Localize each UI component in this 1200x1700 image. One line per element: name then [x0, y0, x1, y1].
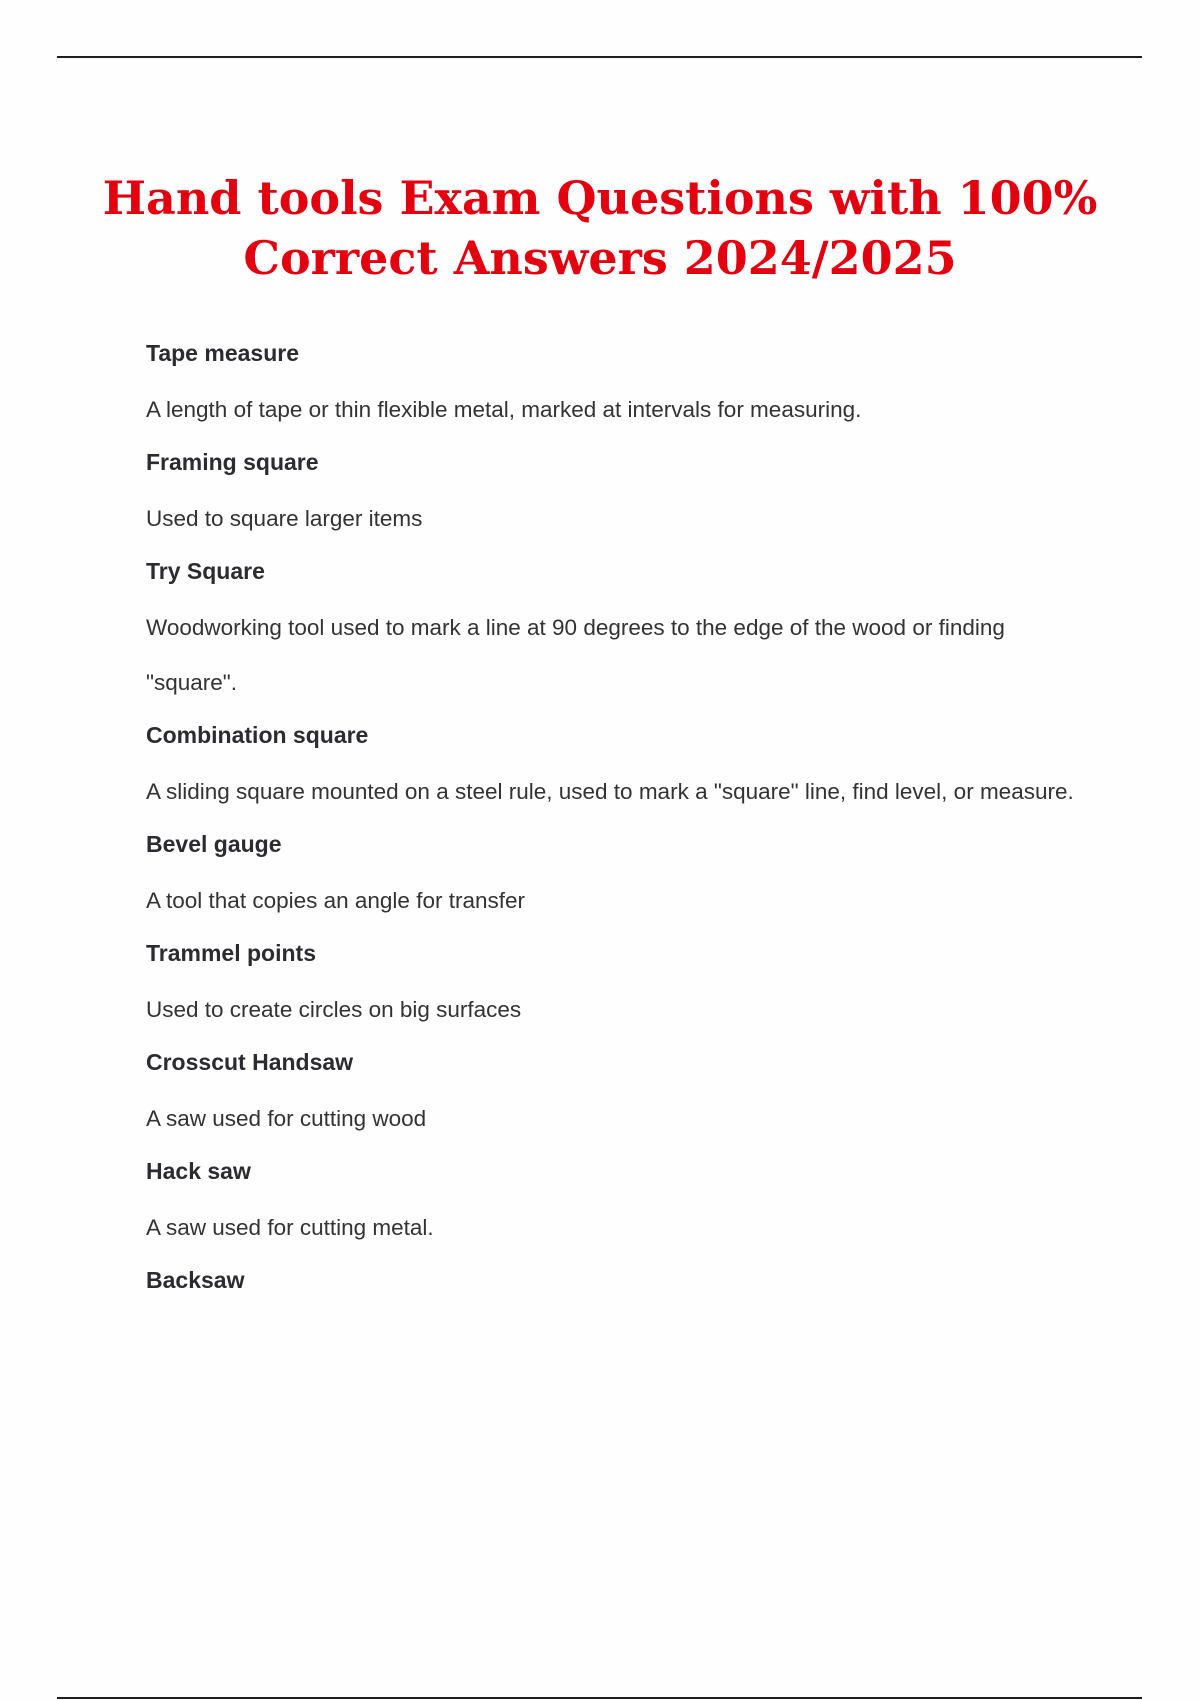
header-rule [57, 56, 1142, 58]
term-framing-square: Framing square [146, 449, 319, 475]
definition-tape-measure: A length of tape or thin flexible metal, marked at intervals for measuring. [146, 397, 862, 422]
definition-trammel-points: Used to create circles on big surfaces [146, 997, 522, 1022]
definition-combination-square: A sliding square mounted on a steel rule, used to mark a "square" line, find level, or measure. [146, 779, 1074, 804]
definition-try-square: Woodworking tool used to mark a line at 90 degrees to the edge of the wood or finding "square". [146, 615, 1005, 695]
term-tape-measure: Tape measure [146, 340, 299, 366]
definition-crosscut-handsaw: A saw used for cutting wood [146, 1106, 427, 1131]
term-try-square: Try Square [146, 558, 265, 584]
term-bevel-gauge: Bevel gauge [146, 831, 282, 857]
document-title [0, 168, 1200, 288]
definition-bevel-gauge: A tool that copies an angle for transfer [146, 888, 525, 913]
term-hack-saw: Hack saw [146, 1158, 251, 1184]
term-trammel-points: Trammel points [146, 940, 316, 966]
term-backsaw: Backsaw [146, 1267, 245, 1293]
term-combination-square: Combination square [146, 722, 369, 748]
title-line-2: Correct Answers 2024/2025 [243, 231, 957, 285]
title-line-1: Hand tools Exam Questions with 100% [102, 171, 1098, 225]
qa-list [146, 340, 1086, 1323]
definition-hack-saw: A saw used for cutting metal. [146, 1215, 434, 1240]
definition-framing-square: Used to square larger items [146, 506, 423, 531]
term-crosscut-handsaw: Crosscut Handsaw [146, 1049, 354, 1075]
footer-rule [57, 1697, 1142, 1699]
